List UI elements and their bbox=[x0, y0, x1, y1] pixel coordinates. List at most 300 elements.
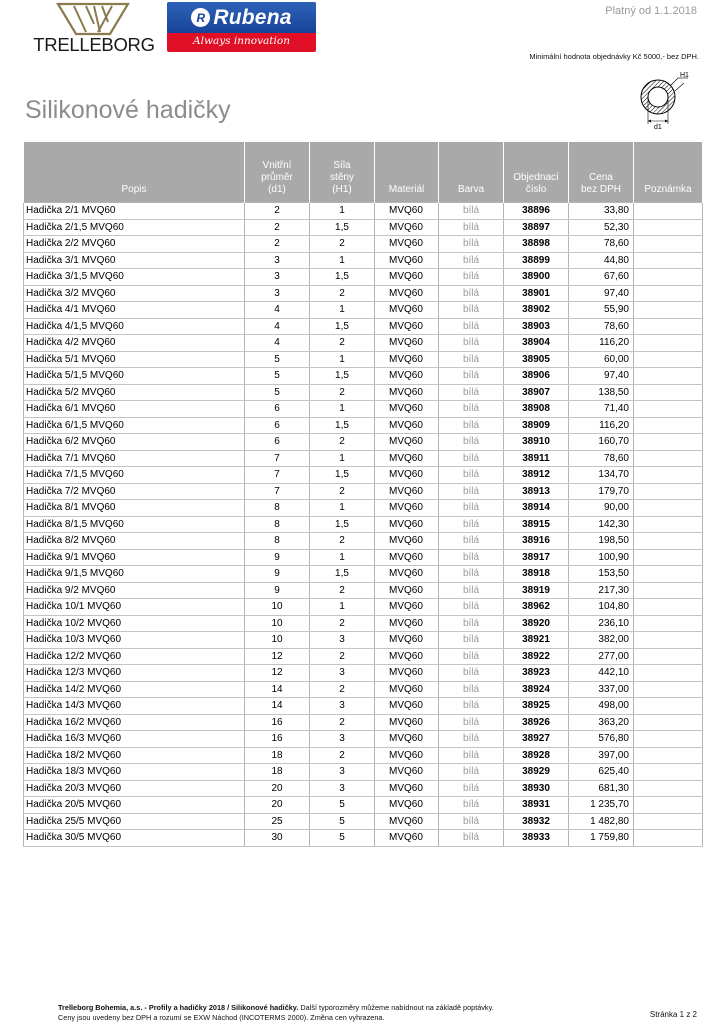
cell-popis: Hadička 9/1 MVQ60 bbox=[24, 549, 245, 566]
table-row bbox=[24, 632, 703, 649]
table-row bbox=[24, 599, 703, 616]
cell-objednaci-cislo: 38932 bbox=[504, 813, 569, 830]
cell-popis: Hadička 4/1,5 MVQ60 bbox=[24, 318, 245, 335]
cell-objednaci-cislo: 38922 bbox=[504, 648, 569, 665]
cell-objednaci-cislo: 38930 bbox=[504, 780, 569, 797]
cell-cena: 1 235,70 bbox=[569, 797, 634, 814]
table-row bbox=[24, 368, 703, 385]
cell-cena: 363,20 bbox=[569, 714, 634, 731]
cell-sila-steny: 1,5 bbox=[310, 566, 375, 583]
cell-vnitrni-prumer: 6 bbox=[245, 401, 310, 418]
cell-vnitrni-prumer: 30 bbox=[245, 830, 310, 847]
cell-poznamka bbox=[634, 830, 703, 847]
cell-sila-steny: 5 bbox=[310, 797, 375, 814]
cell-material: MVQ60 bbox=[375, 830, 439, 847]
table-row bbox=[24, 450, 703, 467]
cell-cena: 33,80 bbox=[569, 203, 634, 220]
cell-sila-steny: 2 bbox=[310, 384, 375, 401]
cell-popis: Hadička 16/3 MVQ60 bbox=[24, 731, 245, 748]
cell-cena: 142,30 bbox=[569, 516, 634, 533]
cell-sila-steny: 2 bbox=[310, 582, 375, 599]
cell-poznamka bbox=[634, 269, 703, 286]
cell-popis: Hadička 5/1 MVQ60 bbox=[24, 351, 245, 368]
cell-objednaci-cislo: 38933 bbox=[504, 830, 569, 847]
cell-poznamka bbox=[634, 665, 703, 682]
cell-popis: Hadička 9/1,5 MVQ60 bbox=[24, 566, 245, 583]
cell-popis: Hadička 30/5 MVQ60 bbox=[24, 830, 245, 847]
table-row bbox=[24, 533, 703, 550]
cell-objednaci-cislo: 38912 bbox=[504, 467, 569, 484]
table-row bbox=[24, 681, 703, 698]
cell-poznamka bbox=[634, 566, 703, 583]
cell-objednaci-cislo: 38914 bbox=[504, 500, 569, 517]
cell-vnitrni-prumer: 2 bbox=[245, 219, 310, 236]
table-row bbox=[24, 285, 703, 302]
table-row bbox=[24, 830, 703, 847]
cell-vnitrni-prumer: 20 bbox=[245, 780, 310, 797]
cell-cena: 337,00 bbox=[569, 681, 634, 698]
cell-material: MVQ60 bbox=[375, 450, 439, 467]
cell-material: MVQ60 bbox=[375, 582, 439, 599]
cell-poznamka bbox=[634, 714, 703, 731]
table-row bbox=[24, 747, 703, 764]
cell-vnitrni-prumer: 7 bbox=[245, 483, 310, 500]
cell-material: MVQ60 bbox=[375, 797, 439, 814]
cell-cena: 116,20 bbox=[569, 335, 634, 352]
cell-vnitrni-prumer: 5 bbox=[245, 368, 310, 385]
header-col-popis bbox=[24, 142, 245, 203]
cell-poznamka bbox=[634, 731, 703, 748]
cell-poznamka bbox=[634, 747, 703, 764]
cell-material: MVQ60 bbox=[375, 813, 439, 830]
cell-objednaci-cislo: 38908 bbox=[504, 401, 569, 418]
cell-material: MVQ60 bbox=[375, 731, 439, 748]
cell-objednaci-cislo: 38899 bbox=[504, 252, 569, 269]
cell-poznamka bbox=[634, 533, 703, 550]
table-row bbox=[24, 566, 703, 583]
cell-objednaci-cislo: 38931 bbox=[504, 797, 569, 814]
footer-line1: Další typorozměry můžeme nabídnout na základě poptávky. bbox=[298, 1003, 494, 1012]
cell-objednaci-cislo: 38898 bbox=[504, 236, 569, 253]
table-row bbox=[24, 500, 703, 517]
header-label: Objednací bbox=[513, 172, 559, 183]
cell-sila-steny: 1,5 bbox=[310, 516, 375, 533]
cell-barva: bílá bbox=[439, 599, 504, 616]
cell-popis: Hadička 9/2 MVQ60 bbox=[24, 582, 245, 599]
cell-cena: 179,70 bbox=[569, 483, 634, 500]
cell-poznamka bbox=[634, 764, 703, 781]
table-row bbox=[24, 351, 703, 368]
cell-vnitrni-prumer: 9 bbox=[245, 566, 310, 583]
cell-cena: 382,00 bbox=[569, 632, 634, 649]
table-row bbox=[24, 236, 703, 253]
cell-popis: Hadička 6/1 MVQ60 bbox=[24, 401, 245, 418]
cell-sila-steny: 1,5 bbox=[310, 269, 375, 286]
trelleborg-mark-icon bbox=[28, 2, 160, 36]
valid-from-date: Platný od 1.1.2018 bbox=[605, 5, 697, 17]
cell-popis: Hadička 5/2 MVQ60 bbox=[24, 384, 245, 401]
cell-cena: 576,80 bbox=[569, 731, 634, 748]
cell-objednaci-cislo: 38915 bbox=[504, 516, 569, 533]
header-label: Popis bbox=[121, 184, 147, 195]
cell-material: MVQ60 bbox=[375, 599, 439, 616]
cell-sila-steny: 2 bbox=[310, 714, 375, 731]
cell-popis: Hadička 20/3 MVQ60 bbox=[24, 780, 245, 797]
cell-cena: 67,60 bbox=[569, 269, 634, 286]
cell-poznamka bbox=[634, 582, 703, 599]
cell-vnitrni-prumer: 4 bbox=[245, 302, 310, 319]
cell-barva: bílá bbox=[439, 351, 504, 368]
cell-material: MVQ60 bbox=[375, 764, 439, 781]
cell-cena: 153,50 bbox=[569, 566, 634, 583]
rubena-badge-icon: R bbox=[191, 8, 210, 27]
header-label: Cena bbox=[589, 172, 613, 183]
cell-poznamka bbox=[634, 236, 703, 253]
diagram-label-h1: H1 bbox=[680, 72, 689, 79]
cell-poznamka bbox=[634, 450, 703, 467]
cell-popis: Hadička 7/1 MVQ60 bbox=[24, 450, 245, 467]
table-row bbox=[24, 219, 703, 236]
cell-cena: 160,70 bbox=[569, 434, 634, 451]
cell-vnitrni-prumer: 8 bbox=[245, 516, 310, 533]
footer-company: Trelleborg Bohemia, a.s. - Profily a hadičky 2018 / Silikonové hadičky. bbox=[58, 1003, 299, 1012]
cell-poznamka bbox=[634, 368, 703, 385]
rubena-tagline: Always innovation bbox=[193, 35, 290, 47]
cell-objednaci-cislo: 38909 bbox=[504, 417, 569, 434]
cell-material: MVQ60 bbox=[375, 681, 439, 698]
cell-vnitrni-prumer: 2 bbox=[245, 236, 310, 253]
table-row bbox=[24, 483, 703, 500]
cell-material: MVQ60 bbox=[375, 500, 439, 517]
cell-sila-steny: 2 bbox=[310, 648, 375, 665]
cell-popis: Hadička 3/2 MVQ60 bbox=[24, 285, 245, 302]
table-row bbox=[24, 516, 703, 533]
cell-barva: bílá bbox=[439, 797, 504, 814]
cell-cena: 90,00 bbox=[569, 500, 634, 517]
cell-barva: bílá bbox=[439, 417, 504, 434]
cell-popis: Hadička 8/1,5 MVQ60 bbox=[24, 516, 245, 533]
table-row bbox=[24, 302, 703, 319]
footer-note bbox=[58, 1003, 494, 1023]
cell-poznamka bbox=[634, 632, 703, 649]
cell-material: MVQ60 bbox=[375, 417, 439, 434]
cell-material: MVQ60 bbox=[375, 780, 439, 797]
cell-vnitrni-prumer: 14 bbox=[245, 681, 310, 698]
cell-popis: Hadička 8/2 MVQ60 bbox=[24, 533, 245, 550]
tube-cross-section-diagram bbox=[626, 72, 700, 130]
cell-objednaci-cislo: 38925 bbox=[504, 698, 569, 715]
cell-material: MVQ60 bbox=[375, 302, 439, 319]
cell-objednaci-cislo: 38907 bbox=[504, 384, 569, 401]
header-label: bez DPH bbox=[580, 184, 621, 195]
cell-sila-steny: 2 bbox=[310, 335, 375, 352]
table-row bbox=[24, 318, 703, 335]
cell-sila-steny: 1,5 bbox=[310, 219, 375, 236]
cell-sila-steny: 3 bbox=[310, 780, 375, 797]
table-row bbox=[24, 698, 703, 715]
cell-barva: bílá bbox=[439, 467, 504, 484]
cell-poznamka bbox=[634, 252, 703, 269]
cell-poznamka bbox=[634, 351, 703, 368]
header-col-material bbox=[375, 142, 439, 203]
cell-sila-steny: 2 bbox=[310, 285, 375, 302]
cell-sila-steny: 2 bbox=[310, 533, 375, 550]
cell-material: MVQ60 bbox=[375, 483, 439, 500]
header-label: (d1) bbox=[268, 184, 286, 195]
cell-cena: 97,40 bbox=[569, 368, 634, 385]
cell-sila-steny: 3 bbox=[310, 731, 375, 748]
cell-material: MVQ60 bbox=[375, 714, 439, 731]
cell-vnitrni-prumer: 7 bbox=[245, 450, 310, 467]
cell-cena: 60,00 bbox=[569, 351, 634, 368]
header-label: číslo bbox=[525, 184, 547, 195]
table-row bbox=[24, 731, 703, 748]
cell-sila-steny: 1 bbox=[310, 351, 375, 368]
cell-objednaci-cislo: 38924 bbox=[504, 681, 569, 698]
cell-vnitrni-prumer: 4 bbox=[245, 335, 310, 352]
cell-popis: Hadička 10/1 MVQ60 bbox=[24, 599, 245, 616]
cell-vnitrni-prumer: 12 bbox=[245, 665, 310, 682]
table-row bbox=[24, 714, 703, 731]
table-row bbox=[24, 203, 703, 220]
cell-sila-steny: 1 bbox=[310, 599, 375, 616]
cell-sila-steny: 1 bbox=[310, 450, 375, 467]
cell-cena: 78,60 bbox=[569, 318, 634, 335]
cell-objednaci-cislo: 38929 bbox=[504, 764, 569, 781]
cell-cena: 134,70 bbox=[569, 467, 634, 484]
footer-line2: Ceny jsou uvedeny bez DPH a rozumí se EXW Náchod (INCOTERMS 2000). Změna cen vyhrazena. bbox=[58, 1013, 385, 1022]
cell-popis: Hadička 12/2 MVQ60 bbox=[24, 648, 245, 665]
cell-barva: bílá bbox=[439, 302, 504, 319]
header-label: stěny bbox=[330, 172, 354, 183]
cell-poznamka bbox=[634, 681, 703, 698]
cell-objednaci-cislo: 38928 bbox=[504, 747, 569, 764]
trelleborg-logo-text: TRELLEBORG bbox=[33, 34, 155, 55]
cell-barva: bílá bbox=[439, 285, 504, 302]
cell-sila-steny: 1,5 bbox=[310, 318, 375, 335]
cell-objednaci-cislo: 38923 bbox=[504, 665, 569, 682]
cell-vnitrni-prumer: 3 bbox=[245, 285, 310, 302]
cell-barva: bílá bbox=[439, 533, 504, 550]
header-label: Vnitřní bbox=[262, 160, 292, 171]
cell-poznamka bbox=[634, 302, 703, 319]
cell-objednaci-cislo: 38905 bbox=[504, 351, 569, 368]
cell-sila-steny: 3 bbox=[310, 764, 375, 781]
cell-barva: bílá bbox=[439, 698, 504, 715]
cell-cena: 100,90 bbox=[569, 549, 634, 566]
cell-material: MVQ60 bbox=[375, 747, 439, 764]
cell-barva: bílá bbox=[439, 318, 504, 335]
cell-cena: 71,40 bbox=[569, 401, 634, 418]
cell-poznamka bbox=[634, 401, 703, 418]
cell-cena: 681,30 bbox=[569, 780, 634, 797]
cell-barva: bílá bbox=[439, 780, 504, 797]
cell-popis: Hadička 4/2 MVQ60 bbox=[24, 335, 245, 352]
cell-vnitrni-prumer: 18 bbox=[245, 747, 310, 764]
cell-vnitrni-prumer: 20 bbox=[245, 797, 310, 814]
header-col-objednaci-cislo bbox=[504, 142, 569, 203]
table-row bbox=[24, 665, 703, 682]
cell-sila-steny: 2 bbox=[310, 615, 375, 632]
cell-popis: Hadička 3/1 MVQ60 bbox=[24, 252, 245, 269]
cell-vnitrni-prumer: 10 bbox=[245, 632, 310, 649]
cell-objednaci-cislo: 38921 bbox=[504, 632, 569, 649]
cell-cena: 52,30 bbox=[569, 219, 634, 236]
cell-objednaci-cislo: 38927 bbox=[504, 731, 569, 748]
cell-poznamka bbox=[634, 434, 703, 451]
cell-sila-steny: 2 bbox=[310, 434, 375, 451]
table-row bbox=[24, 335, 703, 352]
cell-cena: 55,90 bbox=[569, 302, 634, 319]
cell-material: MVQ60 bbox=[375, 632, 439, 649]
cell-material: MVQ60 bbox=[375, 219, 439, 236]
cell-poznamka bbox=[634, 384, 703, 401]
cell-popis: Hadička 5/1,5 MVQ60 bbox=[24, 368, 245, 385]
cell-material: MVQ60 bbox=[375, 368, 439, 385]
cell-material: MVQ60 bbox=[375, 566, 439, 583]
cell-popis: Hadička 10/2 MVQ60 bbox=[24, 615, 245, 632]
cell-sila-steny: 5 bbox=[310, 830, 375, 847]
cell-objednaci-cislo: 38902 bbox=[504, 302, 569, 319]
table-row bbox=[24, 269, 703, 286]
cell-popis: Hadička 10/3 MVQ60 bbox=[24, 632, 245, 649]
cell-sila-steny: 2 bbox=[310, 681, 375, 698]
cell-popis: Hadička 12/3 MVQ60 bbox=[24, 665, 245, 682]
table-row bbox=[24, 813, 703, 830]
cell-vnitrni-prumer: 12 bbox=[245, 648, 310, 665]
cell-material: MVQ60 bbox=[375, 203, 439, 220]
cell-vnitrni-prumer: 25 bbox=[245, 813, 310, 830]
cell-objednaci-cislo: 38918 bbox=[504, 566, 569, 583]
rubena-logo bbox=[167, 2, 316, 52]
header-col-vnitrni-prumer bbox=[245, 142, 310, 203]
header-label: Síla bbox=[333, 160, 351, 171]
table-row bbox=[24, 417, 703, 434]
cell-poznamka bbox=[634, 335, 703, 352]
cell-objednaci-cislo: 38897 bbox=[504, 219, 569, 236]
cell-popis: Hadička 2/2 MVQ60 bbox=[24, 236, 245, 253]
table-row bbox=[24, 549, 703, 566]
cell-vnitrni-prumer: 8 bbox=[245, 500, 310, 517]
cell-poznamka bbox=[634, 813, 703, 830]
cell-sila-steny: 1 bbox=[310, 203, 375, 220]
table-row bbox=[24, 780, 703, 797]
cell-barva: bílá bbox=[439, 648, 504, 665]
cell-barva: bílá bbox=[439, 203, 504, 220]
cell-material: MVQ60 bbox=[375, 648, 439, 665]
cell-poznamka bbox=[634, 698, 703, 715]
table-row bbox=[24, 582, 703, 599]
cell-material: MVQ60 bbox=[375, 384, 439, 401]
cell-sila-steny: 1 bbox=[310, 302, 375, 319]
cell-cena: 277,00 bbox=[569, 648, 634, 665]
header-label: (H1) bbox=[332, 184, 352, 195]
cell-barva: bílá bbox=[439, 269, 504, 286]
cell-cena: 625,40 bbox=[569, 764, 634, 781]
cell-objednaci-cislo: 38926 bbox=[504, 714, 569, 731]
cell-popis: Hadička 16/2 MVQ60 bbox=[24, 714, 245, 731]
cell-popis: Hadička 25/5 MVQ60 bbox=[24, 813, 245, 830]
cell-material: MVQ60 bbox=[375, 269, 439, 286]
table-row bbox=[24, 467, 703, 484]
cell-sila-steny: 1,5 bbox=[310, 467, 375, 484]
cell-barva: bílá bbox=[439, 813, 504, 830]
cell-cena: 442,10 bbox=[569, 665, 634, 682]
cell-popis: Hadička 2/1,5 MVQ60 bbox=[24, 219, 245, 236]
cell-poznamka bbox=[634, 500, 703, 517]
header-col-barva bbox=[439, 142, 504, 203]
cell-poznamka bbox=[634, 219, 703, 236]
cell-barva: bílá bbox=[439, 500, 504, 517]
cell-barva: bílá bbox=[439, 665, 504, 682]
cell-popis: Hadička 2/1 MVQ60 bbox=[24, 203, 245, 220]
cell-vnitrni-prumer: 5 bbox=[245, 384, 310, 401]
cell-vnitrni-prumer: 16 bbox=[245, 731, 310, 748]
cell-popis: Hadička 6/1,5 MVQ60 bbox=[24, 417, 245, 434]
cell-material: MVQ60 bbox=[375, 533, 439, 550]
cell-material: MVQ60 bbox=[375, 236, 439, 253]
cell-vnitrni-prumer: 7 bbox=[245, 467, 310, 484]
cell-poznamka bbox=[634, 417, 703, 434]
cell-sila-steny: 1 bbox=[310, 401, 375, 418]
table-row bbox=[24, 648, 703, 665]
header-col-sila-steny bbox=[310, 142, 375, 203]
table-row bbox=[24, 401, 703, 418]
page-number: Stránka 1 z 2 bbox=[649, 1010, 697, 1019]
cell-cena: 78,60 bbox=[569, 236, 634, 253]
cell-poznamka bbox=[634, 467, 703, 484]
table-row bbox=[24, 252, 703, 269]
cell-sila-steny: 3 bbox=[310, 665, 375, 682]
cell-vnitrni-prumer: 3 bbox=[245, 269, 310, 286]
rubena-logo-text: Rubena bbox=[213, 5, 292, 29]
header-col-cena bbox=[569, 142, 634, 203]
table-row bbox=[24, 434, 703, 451]
cell-popis: Hadička 6/2 MVQ60 bbox=[24, 434, 245, 451]
cell-poznamka bbox=[634, 648, 703, 665]
cell-material: MVQ60 bbox=[375, 318, 439, 335]
cell-barva: bílá bbox=[439, 830, 504, 847]
cell-vnitrni-prumer: 6 bbox=[245, 417, 310, 434]
cell-sila-steny: 5 bbox=[310, 813, 375, 830]
cell-vnitrni-prumer: 6 bbox=[245, 434, 310, 451]
cell-poznamka bbox=[634, 780, 703, 797]
cell-cena: 1 759,80 bbox=[569, 830, 634, 847]
cell-popis: Hadička 14/2 MVQ60 bbox=[24, 681, 245, 698]
cell-vnitrni-prumer: 10 bbox=[245, 615, 310, 632]
cell-cena: 217,30 bbox=[569, 582, 634, 599]
cell-sila-steny: 2 bbox=[310, 747, 375, 764]
cell-popis: Hadička 14/3 MVQ60 bbox=[24, 698, 245, 715]
cell-vnitrni-prumer: 9 bbox=[245, 582, 310, 599]
cell-poznamka bbox=[634, 599, 703, 616]
cell-barva: bílá bbox=[439, 434, 504, 451]
cell-material: MVQ60 bbox=[375, 252, 439, 269]
cell-barva: bílá bbox=[439, 714, 504, 731]
cell-cena: 104,80 bbox=[569, 599, 634, 616]
cell-poznamka bbox=[634, 285, 703, 302]
cell-sila-steny: 3 bbox=[310, 632, 375, 649]
cell-material: MVQ60 bbox=[375, 285, 439, 302]
cell-barva: bílá bbox=[439, 615, 504, 632]
cell-sila-steny: 2 bbox=[310, 483, 375, 500]
cell-popis: Hadička 7/1,5 MVQ60 bbox=[24, 467, 245, 484]
cell-vnitrni-prumer: 8 bbox=[245, 533, 310, 550]
diagram-label-d1: d1 bbox=[654, 124, 662, 130]
cell-objednaci-cislo: 38920 bbox=[504, 615, 569, 632]
cell-material: MVQ60 bbox=[375, 335, 439, 352]
cell-vnitrni-prumer: 2 bbox=[245, 203, 310, 220]
